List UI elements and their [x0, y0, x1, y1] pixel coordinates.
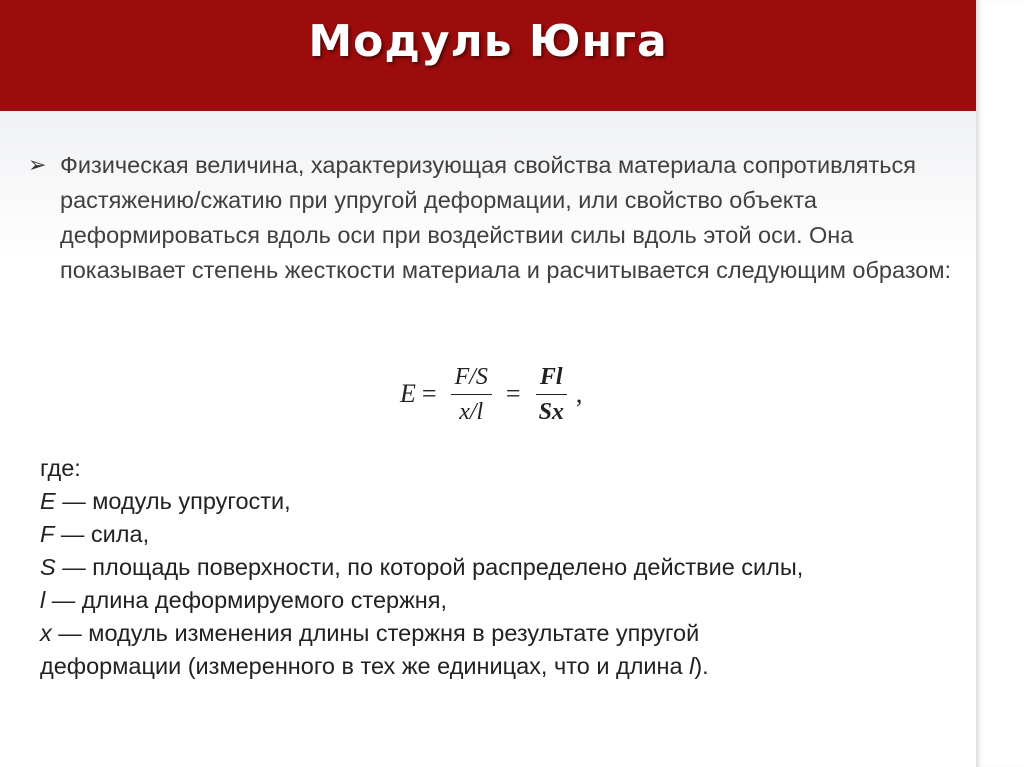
legend-continuation-symbol: l	[689, 653, 695, 679]
legend-continuation-text: деформации (измеренного в тех же единицах, что и длина	[40, 653, 690, 679]
legend-symbol: E	[40, 488, 56, 514]
young-modulus-formula	[400, 354, 582, 434]
page-edge	[976, 0, 1024, 767]
legend-symbol: F	[40, 521, 55, 547]
formula-equals-1: =	[421, 379, 437, 408]
bullet-arrow-icon: ➢	[28, 152, 47, 177]
fraction-1-denominator: x/l	[459, 398, 484, 425]
fraction-1-numerator: F/S	[451, 362, 492, 395]
legend-symbol: l	[40, 587, 46, 613]
variable-legend	[40, 452, 960, 683]
definition-text: Физическая величина, характеризующая свойства материала сопротивляться растяжению/сжатию при упругой деформации, или свойство объекта деформироваться вдоль оси при воздействии силы вдоль этой оси. Она показывает степень жесткости материала и расчитывается следующим образом:	[60, 152, 952, 283]
legend-intro: где:	[40, 455, 81, 481]
legend-item	[40, 518, 960, 551]
legend-description: — модуль упругости,	[55, 488, 291, 514]
formula-fraction-1	[451, 362, 492, 427]
legend-item-continuation	[40, 650, 960, 683]
legend-continuation-end: ).	[694, 653, 709, 679]
legend-description: — длина деформируемого стержня,	[45, 587, 448, 613]
legend-description: — площадь поверхности, по которой распределено действие силы,	[55, 554, 804, 580]
legend-description: — сила,	[54, 521, 150, 547]
legend-item	[40, 485, 960, 518]
formula-equals-2: =	[505, 379, 521, 408]
legend-item	[40, 617, 960, 650]
formula-tail: ,	[575, 379, 583, 408]
legend-symbol: x	[40, 620, 52, 646]
formula-lhs: E	[400, 379, 416, 408]
legend-symbol: S	[40, 554, 56, 580]
formula-fraction-2	[535, 362, 568, 427]
legend-item	[40, 551, 960, 584]
legend-item	[40, 584, 960, 617]
legend-description: — модуль изменения длины стержня в результате упругой	[51, 620, 700, 646]
fraction-2-numerator: Fl	[536, 362, 567, 395]
fraction-2-denominator: Sx	[538, 398, 564, 425]
title-banner	[0, 0, 976, 111]
slide-title: Модуль Юнга	[308, 16, 668, 67]
